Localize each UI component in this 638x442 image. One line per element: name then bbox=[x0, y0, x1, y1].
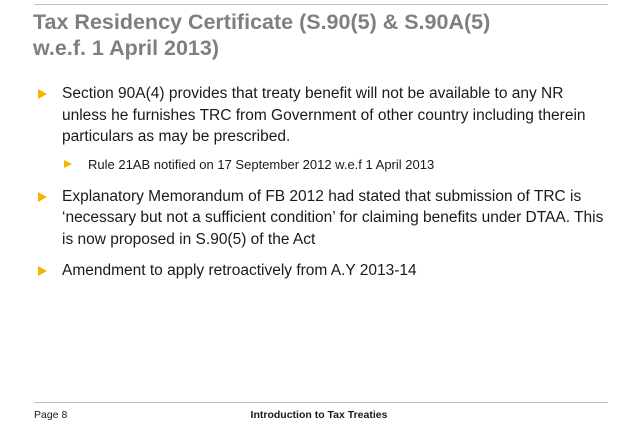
sub-bullet-text: Rule 21AB notified on 17 September 2012 w.e.f 1 April 2013 bbox=[88, 156, 435, 172]
triangle-right-icon bbox=[64, 160, 72, 168]
slide-content bbox=[38, 83, 608, 292]
triangle-right-icon bbox=[38, 266, 47, 276]
bullet-text: Section 90A(4) provides that treaty benefit will not be available to any NR unless he furnishes TRC from Government of other country including therein particulars as may be prescribed. bbox=[62, 85, 586, 145]
bullet-item bbox=[38, 83, 608, 148]
footer-title: Introduction to Tax Treaties bbox=[250, 409, 388, 421]
triangle-right-icon bbox=[38, 89, 47, 99]
bottom-divider bbox=[34, 402, 608, 403]
sub-bullet-item bbox=[64, 156, 608, 174]
triangle-right-icon bbox=[38, 192, 47, 202]
page-number: Page 8 bbox=[34, 409, 68, 421]
bullet-text: Explanatory Memorandum of FB 2012 had stated that submission of TRC is ‘necessary but not a sufficient condition’ for claiming benefits under DTAA. This is now proposed in S.90(5) of the Act bbox=[62, 187, 604, 248]
top-divider bbox=[34, 4, 608, 5]
slide-title bbox=[33, 9, 613, 61]
bullet-item bbox=[38, 260, 608, 282]
bullet-text: Amendment to apply retroactively from A.Y 2013-14 bbox=[62, 262, 417, 279]
bullet-item bbox=[38, 186, 608, 251]
slide-title-line-2: w.e.f. 1 April 2013) bbox=[33, 36, 220, 60]
slide-title-line-1: Tax Residency Certificate (S.90(5) & S.90A(5) bbox=[33, 10, 491, 34]
